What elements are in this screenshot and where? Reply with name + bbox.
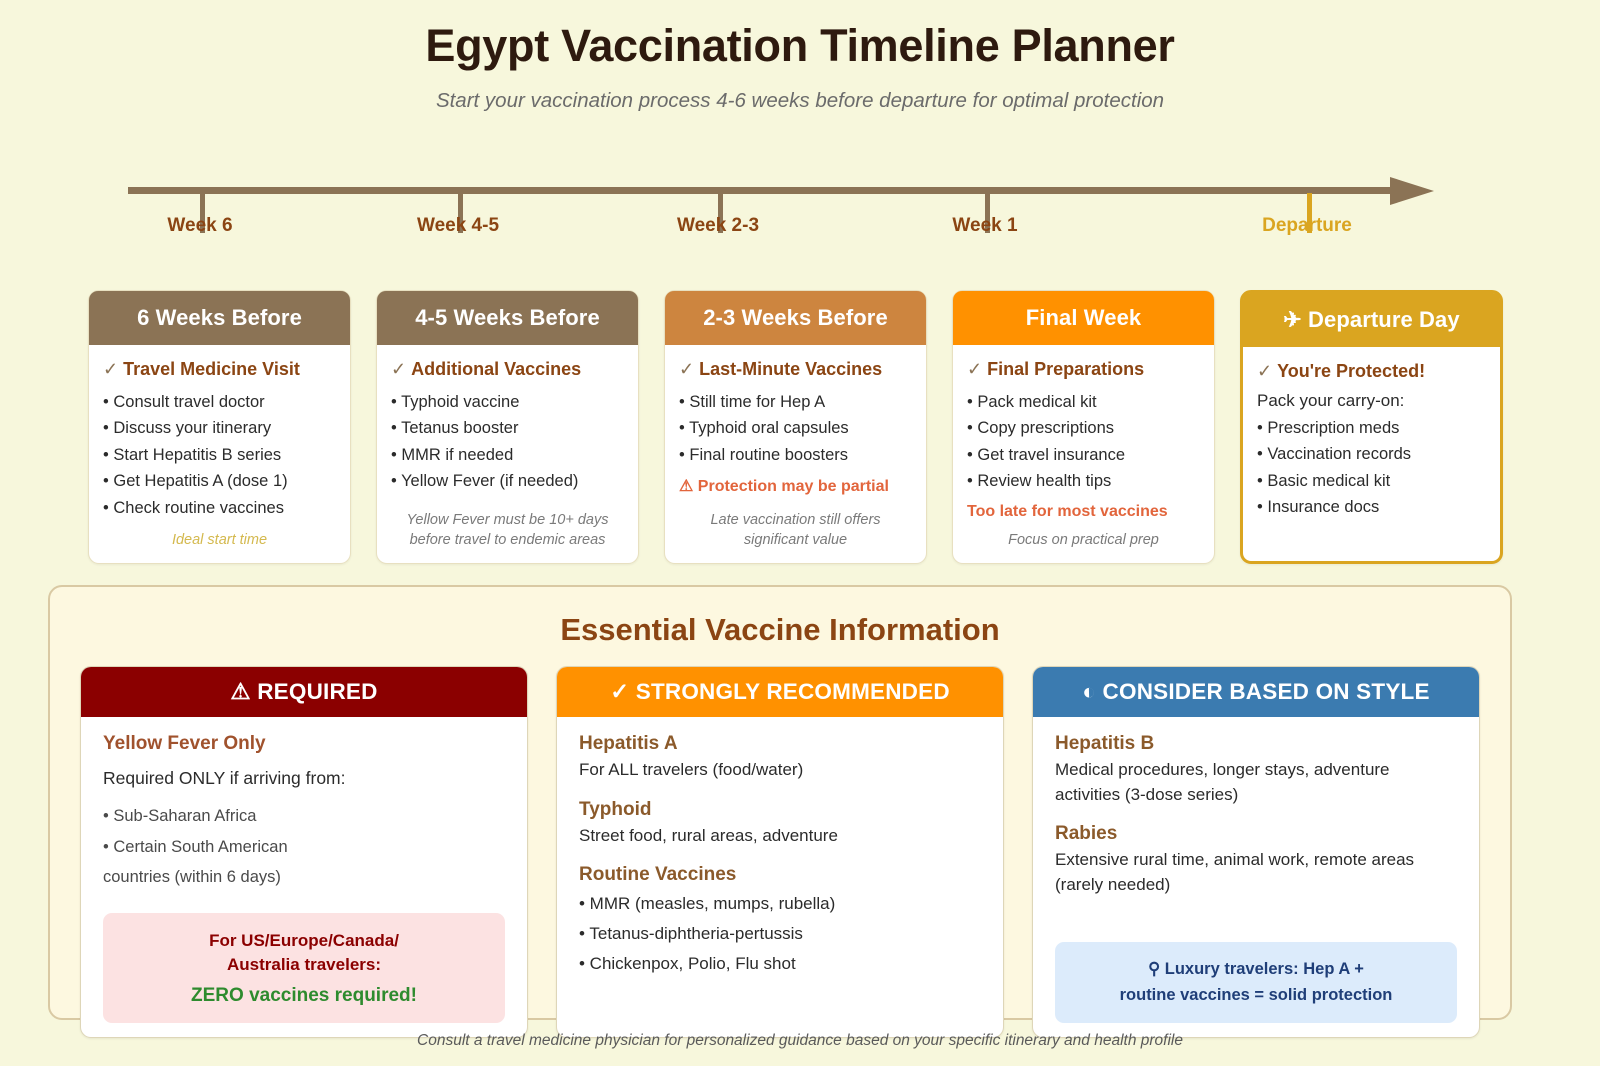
vaccine-name-2-1: Rabies [1055,823,1118,845]
warning-triangle-icon: ⚠ [679,478,698,496]
timeline-tick-label-3: Week 1 [952,215,1018,236]
card-note-1: Yellow Fever must be 10+ days before travel to endemic areas [406,512,609,548]
card-item-4-2: • Basic medical kit [1257,471,1391,490]
required-subtitle: Required ONLY if arriving from: [103,768,346,788]
card-lead-4 [1257,361,1486,382]
card-header-1 [377,291,638,345]
check-icon: ✓ [391,359,412,379]
vaccine-column-body-2 [1033,717,1479,1037]
card-item-3-3: • Review health tips [967,472,1112,491]
card-lead-3 [967,359,1200,380]
callout-line-1-label: Luxury travelers: Hep A + [1164,960,1364,979]
card-warning-2 [679,476,912,496]
card-item-4-0: • Prescription meds [1257,419,1400,437]
check-icon: ✓ [610,679,636,704]
vaccine-desc-2-1: Extensive rural time, animal work, remote areas (rarely needed) [1055,850,1415,894]
callout-line-2: Australia travelers: [226,955,382,975]
check-icon: ✓ [1257,361,1278,381]
timeline-tick-label-1: Week 4-5 [416,215,500,236]
vaccine-column-header-2 [1033,667,1479,717]
callout-line-2: routine vaccines = solid protection [1119,986,1393,1005]
required-bullet-1: • Certain South American [103,837,288,856]
check-icon: ✓ [103,359,124,379]
routine-bullet-2: • Chickenpox, Polio, Flu shot [579,953,796,973]
vaccine-columns [50,648,1510,1038]
vaccine-column-body-1 [557,717,1003,1037]
vaccine-name-1-1: Typhoid [579,798,652,820]
warning-triangle-icon: ⚠ [230,679,258,704]
half-circle-icon: ◐ [1082,679,1103,704]
footer-disclaimer: Consult a travel medicine physician for personalized guidance based on your specific itinerary and health profile [417,1032,1183,1049]
card-header-4 [1243,293,1500,347]
card-warning-label-2: Protection may be partial [697,478,889,496]
card-item-1-1: • Tetanus booster [391,419,519,438]
card-lead-label-0: Travel Medicine Visit [123,359,300,379]
card-note-3: Focus on practical prep [1008,531,1159,548]
zero-vaccines-callout [103,913,505,1023]
card-item-2-2: • Final routine boosters [679,445,849,464]
infographic-page [0,20,1600,1066]
vaccine-column-header-0 [81,667,527,717]
vaccine-column-2 [1032,666,1480,1038]
vaccine-column-header-1 [557,667,1003,717]
card-lead-2 [679,359,912,380]
card-header-label-3: Final Week [1025,305,1142,330]
timeline-card-2 [664,290,927,564]
card-header-label-0: 6 Weeks Before [137,305,302,330]
card-header-label-4: Departure Day [1308,307,1460,332]
page-title: Egypt Vaccination Timeline Planner [425,20,1175,71]
vaccine-title-0: Yellow Fever Only [103,733,266,754]
callout-line-1 [1065,956,1447,982]
check-icon: ✓ [679,359,700,379]
routine-vaccines-title: Routine Vaccines [579,864,737,886]
card-item-0-3: • Get Hepatitis A (dose 1) [103,472,288,491]
card-body-4 [1243,347,1500,561]
card-item-2-0: • Still time for Hep A [679,393,826,411]
card-body-3 [953,345,1214,563]
page-subtitle: Start your vaccination process 4-6 weeks before departure for optimal protection [435,89,1165,112]
card-item-0-4: • Check routine vaccines [103,498,284,517]
card-item-1-0: • Typhoid vaccine [391,393,520,411]
timeline-card-3 [952,290,1215,564]
card-body-0 [89,345,350,563]
lightbulb-icon: ⚲ [1148,960,1165,979]
vaccine-name-2-0: Hepatitis B [1055,733,1155,754]
card-lead-label-1: Additional Vaccines [411,359,582,379]
timeline-arrow-icon [1390,177,1434,205]
essential-vaccine-panel [48,585,1512,1020]
vaccine-desc-2-0: Medical procedures, longer stays, adventure activities (3-dose series) [1055,760,1390,804]
card-header-2 [665,291,926,345]
vaccine-column-header-label-2: CONSIDER BASED ON STYLE [1102,679,1430,704]
vaccine-column-body-0 [81,717,527,1037]
required-bullet-continuation: countries (within 6 days) [103,868,281,887]
card-header-label-1: 4-5 Weeks Before [415,305,600,330]
card-lead-label-4: You're Protected! [1277,361,1426,381]
card-item-3-0: • Pack medical kit [967,393,1097,411]
vaccine-column-0 [80,666,528,1038]
card-lead-1 [391,359,624,380]
card-header-0 [89,291,350,345]
card-item-1-3: • Yellow Fever (if needed) [391,472,579,491]
card-pack-label-4: Pack your carry-on: [1257,391,1405,410]
vaccine-column-1 [556,666,1004,1038]
timeline-tick-label-2: Week 2-3 [676,215,760,236]
vaccine-column-header-label-0: REQUIRED [257,679,378,704]
luxury-travelers-callout [1055,942,1457,1023]
timeline-card-0 [88,290,351,564]
card-body-2 [665,345,926,563]
timeline-tick-label-0: Week 6 [167,215,233,236]
vaccine-name-1-0: Hepatitis A [579,733,678,754]
card-lead-0 [103,359,336,380]
card-lead-label-2: Last-Minute Vaccines [699,359,883,379]
card-item-2-1: • Typhoid oral capsules [679,419,849,438]
card-warning-3: Too late for most vaccines [967,502,1168,520]
check-icon: ✓ [967,359,988,379]
card-item-0-2: • Start Hepatitis B series [103,445,282,464]
card-header-3 [953,291,1214,345]
card-body-1 [377,345,638,563]
timeline-axis [0,163,1600,263]
vaccine-column-header-label-1: STRONGLY RECOMMENDED [635,679,950,704]
callout-line-3: ZERO vaccines required! [191,984,417,1006]
card-note-0: Ideal start time [171,531,268,548]
required-bullet-0: • Sub-Saharan Africa [103,807,257,825]
vaccine-desc-1-0: For ALL travelers (food/water) [579,760,804,779]
card-item-3-1: • Copy prescriptions [967,419,1115,438]
card-item-4-1: • Vaccination records [1257,445,1412,464]
card-item-1-2: • MMR if needed [391,445,514,464]
card-lead-label-3: Final Preparations [987,359,1145,379]
card-item-3-2: • Get travel insurance [967,445,1126,464]
vaccine-desc-1-1: Street food, rural areas, adventure [579,825,838,845]
card-item-0-0: • Consult travel doctor [103,393,265,411]
timeline-tick-label-4: Departure [1262,215,1352,236]
timeline-line [128,187,1400,194]
timeline-card-1 [376,290,639,564]
panel-title: Essential Vaccine Information [560,612,1000,647]
callout-line-1: For US/Europe/Canada/ [209,930,399,950]
card-header-label-2: 2-3 Weeks Before [703,305,888,330]
card-item-0-1: • Discuss your itinerary [103,419,272,438]
timeline-cards [88,290,1512,564]
card-item-4-3: • Insurance docs [1257,498,1380,517]
routine-bullet-0: • MMR (measles, mumps, rubella) [579,894,836,914]
airplane-icon: ✈ [1283,307,1309,332]
timeline-card-4 [1240,290,1503,564]
routine-bullet-1: • Tetanus-diphtheria-pertussis [579,924,803,944]
card-note-2: Late vaccination still offers significant value [710,512,881,548]
